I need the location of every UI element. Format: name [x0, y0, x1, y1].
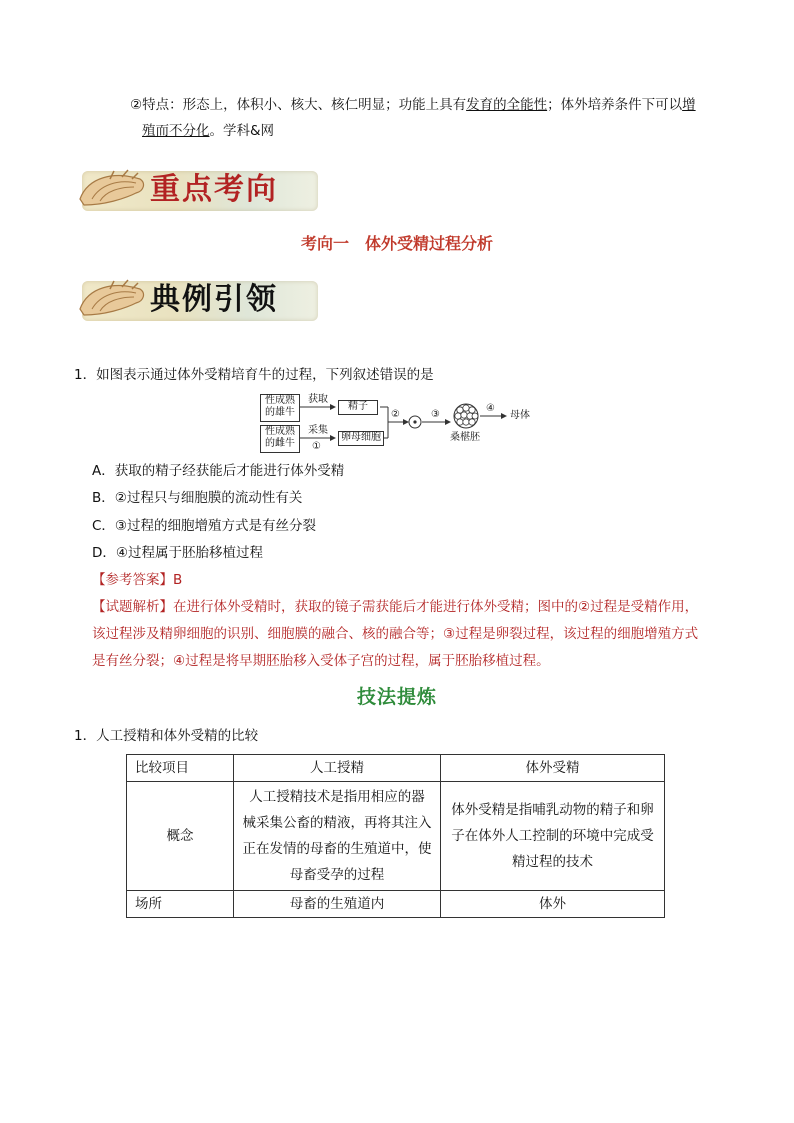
feature-line-2: [142, 121, 274, 141]
table-header: 比较项目: [127, 755, 234, 782]
cell-line: 械采集公畜的精液，再将其注入: [242, 815, 432, 831]
question-stem: 1．如图表示通过体外受精培育牛的过程，下列叙述错误的是: [74, 367, 434, 383]
section-title: 考向一 体外受精过程分析: [300, 234, 493, 253]
cell-line: 正在发情的母畜的生殖道中，使: [242, 841, 432, 857]
table-cell: [441, 782, 665, 891]
table-row: [127, 782, 665, 891]
feature-line-1: [130, 95, 696, 115]
box-text: 的雄牛: [265, 407, 295, 418]
cell-line: 体外受精是指哺乳动物的精子和卵: [451, 802, 654, 818]
skills-title: 技法提炼: [356, 686, 437, 708]
oocyte-box: 卵母细胞: [338, 431, 384, 446]
table-header-row: [127, 755, 665, 782]
box-text: 性成熟: [265, 395, 295, 406]
answer-label: 【参考答案】: [92, 572, 173, 588]
banner-example: [74, 275, 324, 325]
option-d: D．④过程属于胚胎移植过程: [92, 545, 263, 561]
table-cell: [234, 782, 441, 891]
ivf-diagram: [250, 392, 550, 456]
mother-label: 母体: [510, 410, 530, 421]
box-text: 的雌牛: [265, 438, 295, 449]
table-cell: 概念: [127, 782, 234, 891]
table-cell: 场所: [127, 891, 234, 918]
banner-key-direction: [74, 165, 324, 215]
feature-text: 。学科&网: [209, 123, 275, 139]
answer-value: B: [173, 572, 183, 588]
table-row: [127, 891, 665, 918]
get-label: 获取: [308, 394, 328, 405]
option-a: A．获取的精子经获能后才能进行体外受精: [92, 463, 345, 479]
step-3-label: ③: [431, 409, 440, 420]
step-1-label: ①: [312, 441, 321, 452]
comparison-table: [126, 754, 665, 918]
feature-text: ②特点：形态上，体积小、核大、核仁明显；功能上具有: [130, 97, 467, 113]
banner-title: 典例引领: [150, 282, 278, 317]
cell-line: 人工授精技术是指用相应的器: [249, 789, 425, 805]
table-cell: 体外: [441, 891, 665, 918]
shell-icon: [74, 275, 154, 325]
option-c: C．③过程的细胞增殖方式是有丝分裂: [92, 518, 317, 534]
step-2-label: ②: [391, 409, 400, 420]
box-text: 性成熟: [265, 426, 295, 437]
table-header: 体外受精: [441, 755, 665, 782]
cell-line: 精过程的技术: [512, 854, 593, 870]
table-cell: 母畜的生殖道内: [234, 891, 441, 918]
analysis-text: 在进行体外受精时，获取的镜子需获能后才能进行体外受精；图中的②过程是受精作用，: [173, 599, 699, 615]
shell-icon: [74, 165, 154, 215]
collect-label: 采集: [308, 425, 328, 436]
underlined-term: 殖而不分化: [142, 123, 210, 139]
banner-title: 重点考向: [150, 172, 278, 207]
bull-male-box: [260, 394, 300, 422]
reference-answer: [92, 570, 182, 590]
step-4-label: ④: [486, 403, 495, 414]
analysis-line-3: 是有丝分裂；④过程是将早期胚胎移入受体子宫的过程，属于胚胎移植过程。: [92, 653, 550, 669]
compare-title: 1．人工授精和体外受精的比较: [74, 728, 259, 744]
analysis-line-2: 该过程涉及精卵细胞的识别、细胞膜的融合、核的融合等；③过程是卵裂过程，该过程的细胞增殖方式: [92, 626, 699, 642]
underlined-term: 发育的全能性: [466, 97, 548, 113]
underlined-term: 增: [682, 97, 696, 113]
analysis-label: 【试题解析】: [92, 599, 173, 615]
bull-female-box: [260, 425, 300, 453]
sperm-box: 精子: [338, 400, 378, 415]
cell-line: 母畜受孕的过程: [289, 867, 385, 883]
morula-label: 桑椹胚: [450, 432, 480, 443]
table-header: 人工授精: [234, 755, 441, 782]
option-b: B．②过程只与细胞膜的流动性有关: [92, 490, 303, 506]
cell-line: 子在体外人工控制的环境中完成受: [451, 828, 654, 844]
feature-text: ；体外培养条件下可以: [547, 97, 683, 113]
analysis-line-1: [92, 597, 698, 617]
